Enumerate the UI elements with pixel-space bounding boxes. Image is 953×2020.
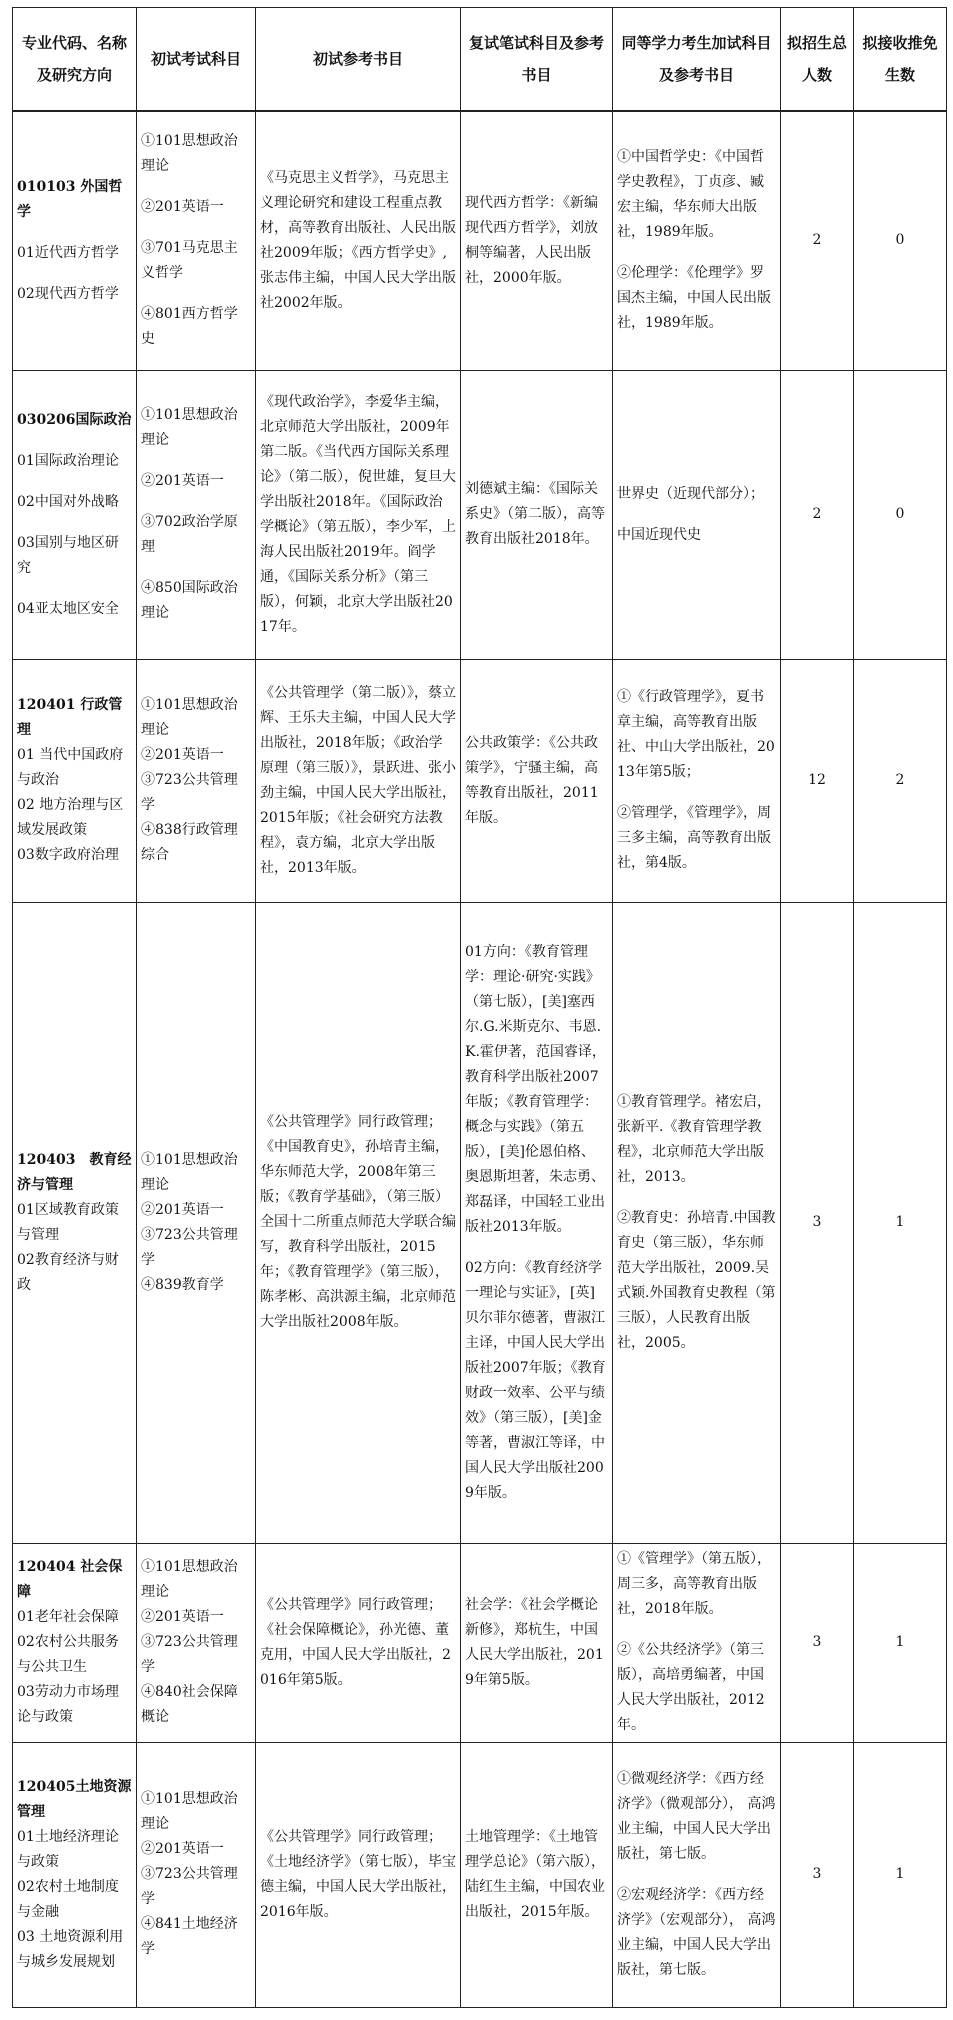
retest-cell (461, 370, 613, 659)
exam-subject: ④850国际政治理论 (141, 580, 238, 621)
header-reference-books: 初试参考书目 (256, 8, 461, 112)
admissions-table (12, 7, 947, 2008)
exam-subject: ①101思想政治理论 (141, 1151, 238, 1193)
research-direction: 01土地经济理论与政策 (17, 1828, 119, 1870)
exam-subject: ①101思想政治理论 (141, 1791, 238, 1832)
table-row (13, 659, 947, 902)
exam-subject: ④840社会保障概论 (141, 1684, 238, 1725)
exempt-count: 0 (854, 370, 947, 659)
exam-subject: ①101思想政治理论 (141, 697, 238, 738)
exam-subject: ①101思想政治理论 (141, 133, 238, 175)
retest-cell (461, 111, 613, 370)
exam-subject: ③701马克思主义哲学 (141, 240, 238, 282)
reference-books-cell (256, 659, 461, 902)
exam-subject: ②201英语一 (141, 1201, 224, 1218)
extra-item: ②管理学，《管理学》，周三多主编，高等教育出版社，第4版。 (617, 805, 771, 871)
extra-item: ①微观经济学：《西方经济学》（微观部分）， 高鸿业主编，中国人民大学出版社，第七版。 (617, 1770, 776, 1862)
reference-books-cell (256, 902, 461, 1543)
header-exam-subjects: 初试考试科目 (137, 8, 256, 112)
table-row (13, 1543, 947, 1742)
extra-subjects-cell (613, 1742, 781, 2007)
extra-item: ①中国哲学史：《中国哲学史教程》，丁贞彦、臧宏主编，华东师大出版社，1989年版。 (617, 149, 764, 241)
major-cell (13, 111, 137, 370)
enroll-total: 12 (781, 659, 854, 902)
reference-book: 《马克思主义哲学》，马克思主义理论研究和建设工程重点教材，高等教育出版社、人民出版社2009年版；《西方哲学史》,张志伟主编，中国人民大学出版社2002年版。 (260, 169, 456, 311)
exam-subject: ②201英语一 (141, 199, 224, 216)
research-direction: 03国别与地区研究 (17, 534, 119, 576)
header-enroll-total: 拟招生总人数 (781, 8, 854, 112)
extra-item: ①教育管理学。褚宏启，张新平.《教育管理学教程》，北京师范大学出版社，2013。 (617, 1093, 771, 1185)
reference-books-cell (256, 111, 461, 370)
table-row (13, 111, 947, 370)
extra-item: ②《公共经济学》（第三版），高培勇编著，中国人民大学出版社，2012年。 (617, 1642, 765, 1733)
extra-item: 中国近现代史 (617, 526, 701, 543)
exam-subject: ②201英语一 (141, 473, 224, 489)
retest-item: 刘德斌主编：《国际关系史》（第二版），高等教育出版社2018年。 (465, 481, 605, 547)
exam-subject: ②201英语一 (141, 747, 224, 763)
exempt-count: 1 (854, 1543, 947, 1742)
major-title: 120405土地资源管理 (17, 1778, 132, 1820)
exam-subjects-cell (137, 370, 256, 659)
research-direction: 01 当代中国政府与政治 (17, 747, 124, 788)
research-direction: 01老年社会保障 (17, 1609, 119, 1625)
exam-subject: ③723公共管理学 (141, 1226, 238, 1268)
retest-cell (461, 1742, 613, 2007)
header-retest: 复试笔试科目及参考书目 (461, 8, 613, 112)
enroll-total: 2 (781, 111, 854, 370)
major-cell (13, 1742, 137, 2007)
research-direction: 02 地方治理与区域发展政策 (17, 797, 124, 838)
exam-subject: ③723公共管理学 (141, 772, 238, 813)
research-direction: 02农村公共服务与公共卫生 (17, 1634, 119, 1675)
exempt-count: 0 (854, 111, 947, 370)
research-direction: 02农村土地制度与金融 (17, 1878, 119, 1920)
major-cell (13, 902, 137, 1543)
research-direction: 02现代西方哲学 (17, 285, 119, 302)
exam-subject: ③702政治学原理 (141, 514, 238, 555)
extra-subjects-cell (613, 1543, 781, 1742)
retest-item: 01方向：《教育管理学：理论·研究·实践》（第七版），[美]塞西尔.G.米斯克尔、韦恩.K.霍伊著，范国睿译，教育科学出版社2007年版；《教育管理学：概念与实践》（第五版），[美]伦恩伯格、奥恩斯坦著，朱志勇、郑磊译，中国轻工业出版社2013年版。 (465, 943, 606, 1235)
retest-item: 02方向：《教育经济学一理论与实证》，[英]贝尔菲尔德著，曹淑江主译，中国人民大学出版社2007年版；《教育财政一效率、公平与绩效》（第三版），[美]金等著，曹淑江等译，中国人民大学出版社2009年版。 (465, 1259, 606, 1501)
reference-book: 《公共管理学》同行政管理；《中国教育史》，孙培青主编，华东师范大学，2008年第三版；《教育学基础》，（第三版）全国十二所重点师范大学联合编写，教育科学出版社，2015年；《教育管理学》（第三版），陈孝彬、高洪源主编，北京师范大学出版社2008年版。 (260, 1114, 456, 1330)
exam-subject: ①101思想政治理论 (141, 407, 238, 448)
extra-item: ②宏观经济学：《西方经济学》（宏观部分）， 高鸿业主编，中国人民大学出版社，第七版。 (617, 1886, 776, 1978)
exempt-count: 1 (854, 902, 947, 1543)
reference-book: 《公共管理学（第二版）》，蔡立辉、王乐夫主编，中国人民大学出版社，2018年版；《政治学原理（第三版）》，景跃进、张小劲主编，中国人民大学出版社，2015年版；《社会研究方法教程》，袁方编，北京大学出版社，2013年版。 (260, 684, 456, 876)
exam-subject: ②201英语一 (141, 1609, 224, 1625)
reference-books-cell (256, 370, 461, 659)
table-row (13, 1742, 947, 2007)
major-title: 120404 社会保障 (17, 1559, 123, 1600)
reference-book: 《公共管理学》同行政管理；《社会保障概论》，孙光德、董克用，中国人民大学出版社，2016年第5版。 (260, 1596, 451, 1688)
enroll-total: 3 (781, 1742, 854, 2007)
research-direction: 03 土地资源利用与城乡发展规划 (17, 1928, 124, 1970)
retest-cell (461, 659, 613, 902)
exempt-count: 1 (854, 1742, 947, 2007)
retest-item: 公共政策学：《公共政策学》，宁骚主编，高等教育出版社，2011年版。 (465, 734, 599, 826)
exam-subject: ①101思想政治理论 (141, 1559, 238, 1600)
extra-subjects-cell (613, 902, 781, 1543)
exam-subjects-cell (137, 1543, 256, 1742)
research-direction: 02教育经济与财政 (17, 1251, 119, 1293)
retest-item: 现代西方哲学：《新编现代西方哲学》，刘放桐等编著，人民出版社，2000年版。 (465, 194, 598, 286)
extra-subjects-cell (613, 111, 781, 370)
exam-subject: ④801西方哲学史 (141, 306, 238, 348)
table-row (13, 370, 947, 659)
research-direction: 02中国对外战略 (17, 493, 119, 510)
exam-subject: ④838行政管理综合 (141, 822, 238, 863)
research-direction: 01近代西方哲学 (17, 244, 119, 261)
reference-books-cell (256, 1543, 461, 1742)
major-cell (13, 370, 137, 659)
enroll-total: 2 (781, 370, 854, 659)
header-major: 专业代码、名称及研究方向 (13, 8, 137, 112)
major-title: 120401 行政管理 (17, 697, 123, 738)
enroll-total: 3 (781, 902, 854, 1543)
research-direction: 03劳动力市场理论与政策 (17, 1684, 119, 1725)
exempt-count: 2 (854, 659, 947, 902)
exam-subjects-cell (137, 111, 256, 370)
exam-subject: ②201英语一 (141, 1841, 224, 1857)
header-exempt-count: 拟接收推免生数 (854, 8, 947, 112)
extra-subjects-cell (613, 370, 781, 659)
table-row (13, 902, 947, 1543)
exam-subjects-cell (137, 902, 256, 1543)
research-direction: 04亚太地区安全 (17, 600, 119, 617)
extra-subjects-cell (613, 659, 781, 902)
exam-subject: ④839教育学 (141, 1276, 224, 1293)
retest-item: 土地管理学：《土地管理学总论》（第六版），陆红生主编，中国农业出版社，2015年版。 (465, 1828, 605, 1920)
reference-book: 《现代政治学》，李爱华主编，北京师范大学出版社，2009年第二版。《当代西方国际关系理论》（第二版），倪世雄，复旦大学出版社2018年。《国际政治学概论》（第五版），李少军，上海人民出版社2019年。阎学通，《国际关系分析》（第三版），何颖，北京大学出版社2017年。 (260, 393, 456, 635)
enroll-total: 3 (781, 1543, 854, 1742)
exam-subject: ③723公共管理学 (141, 1866, 238, 1907)
extra-item: 世界史（近现代部分）； (617, 485, 764, 502)
exam-subject: ③723公共管理学 (141, 1634, 238, 1675)
major-title: 030206国际政治 (17, 411, 132, 428)
exam-subjects-cell (137, 1742, 256, 2007)
extra-item: ①《行政管理学》，夏书章主编，高等教育出版社、中山大学出版社，2013年第5版； (617, 689, 775, 780)
reference-book: 《公共管理学》同行政管理；《土地经济学》（第七版），毕宝德主编，中国人民大学出版社，2016年版。 (260, 1828, 456, 1920)
research-direction: 01区域教育政策与管理 (17, 1201, 119, 1243)
major-cell (13, 659, 137, 902)
retest-cell (461, 1543, 613, 1742)
header-equivalent-extra: 同等学力考生加试科目及参考书目 (613, 8, 781, 112)
extra-item: ②伦理学：《伦理学》罗国杰主编，中国人民出版社，1989年版。 (617, 265, 771, 332)
major-title: 010103 外国哲学 (17, 178, 123, 220)
header-row (13, 8, 947, 112)
research-direction: 03数字政府治理 (17, 847, 119, 863)
retest-cell (461, 902, 613, 1543)
retest-item: 社会学：《社会学概论新修》，郑杭生，中国人民大学出版社，2019年第5版。 (465, 1596, 604, 1688)
research-direction: 01国际政治理论 (17, 452, 119, 469)
exam-subject: ④841土地经济学 (141, 1916, 238, 1957)
extra-item: ②教育史：孙培青.中国教育史（第三版），华东师范大学出版社，2009.吴式颖.外国教育史教程（第三版），人民教育出版社，2005。 (617, 1209, 776, 1351)
major-cell (13, 1543, 137, 1742)
extra-item: ①《管理学》（第五版），周三多，高等教育出版社，2018年版。 (617, 1551, 771, 1617)
reference-books-cell (256, 1742, 461, 2007)
major-title: 120403 教育经济与管理 (17, 1151, 132, 1193)
exam-subjects-cell (137, 659, 256, 902)
